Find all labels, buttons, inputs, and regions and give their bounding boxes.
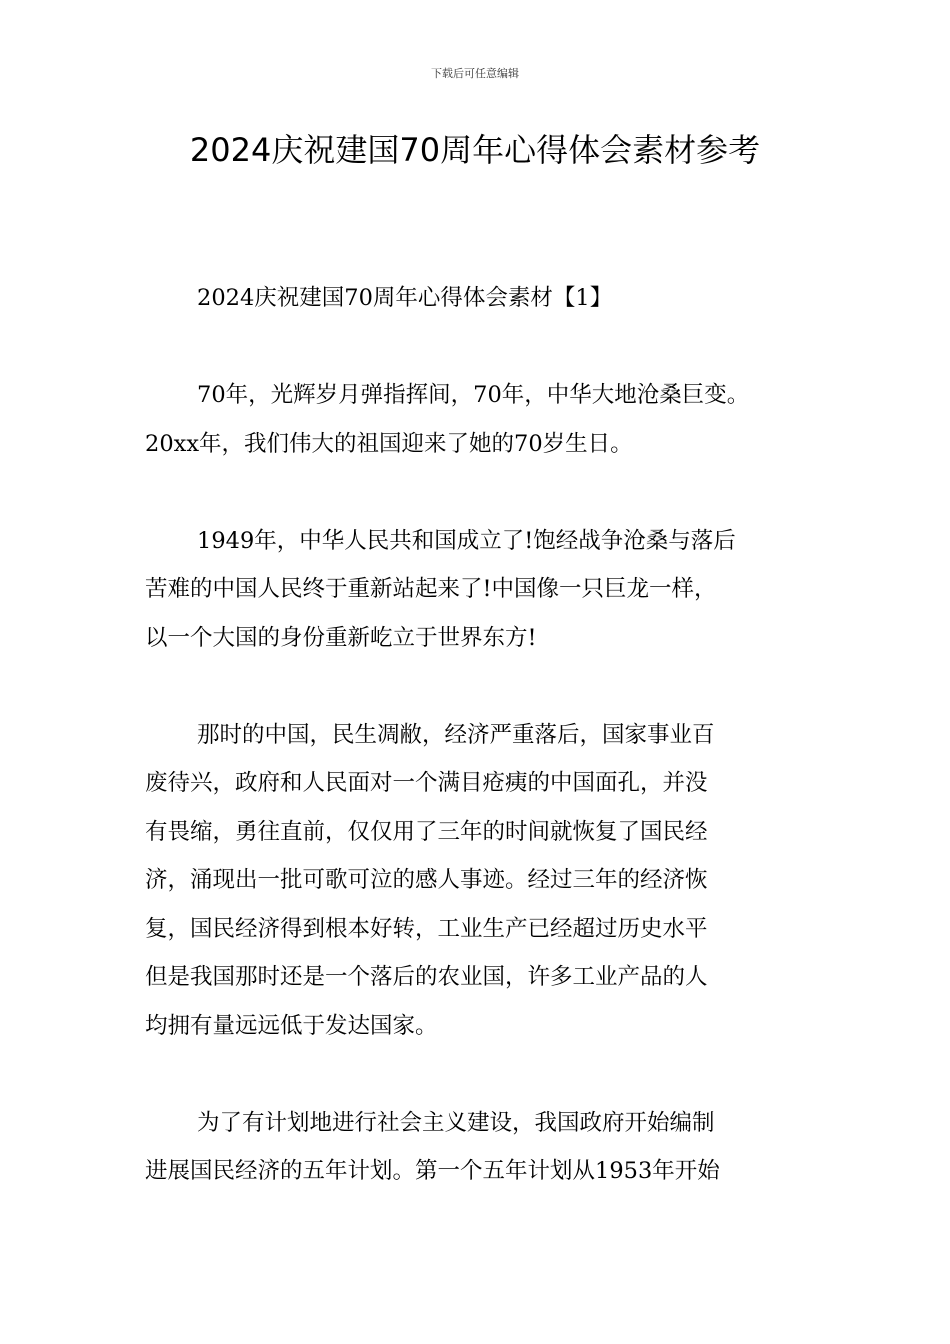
- page-title: 2024庆祝建国70周年心得体会素材参考: [189, 131, 761, 169]
- paragraph-4: [145, 1099, 817, 1196]
- paragraph-3: [145, 711, 817, 1051]
- paragraph-line: 均拥有量远远低于发达国家。: [145, 1012, 438, 1039]
- paragraph-line: 济，涌现出一批可歌可泣的感人事迹。经过三年的经济恢: [145, 867, 708, 893]
- paragraph-line: 废待兴，政府和人民面对一个满目疮痍的中国面孔，并没: [145, 770, 708, 796]
- header-note: 下载后可任意编辑: [431, 67, 519, 80]
- paragraph-line: 为了有计划地进行社会主义建设，我国政府开始编制: [197, 1109, 715, 1136]
- paragraph-1: [145, 371, 817, 468]
- document-body: [145, 274, 817, 1244]
- paragraph-line: 有畏缩，勇往直前，仅仅用了三年的时间就恢复了国民经: [145, 818, 708, 845]
- paragraph-line: 20xx年，我们伟大的祖国迎来了她的70岁生日。: [145, 430, 633, 457]
- paragraph-line: 70年，光辉岁月弹指挥间，70年，中华大地沧桑巨变。: [197, 382, 750, 408]
- paragraph-line: 进展国民经济的五年计划。第一个五年计划从1953年开始: [145, 1158, 720, 1184]
- paragraph-line: 但是我国那时还是一个落后的农业国，许多工业产品的人: [145, 964, 708, 990]
- paragraph-line: 复，国民经济得到根本好转，工业生产已经超过历史水平: [145, 915, 708, 942]
- paragraph-line: 以一个大国的身份重新屹立于世界东方!: [145, 624, 537, 651]
- paragraph-line: 那时的中国，民生凋敝，经济严重落后，国家事业百: [197, 721, 715, 748]
- paragraph-line: 1949年，中华人民共和国成立了!饱经战争沧桑与落后: [197, 527, 736, 554]
- paragraph-line: 苦难的中国人民终于重新站起来了!中国像一只巨龙一样，: [145, 576, 717, 602]
- section-heading: 2024庆祝建国70周年心得体会素材【1】: [197, 285, 613, 311]
- paragraph-2: [145, 517, 817, 663]
